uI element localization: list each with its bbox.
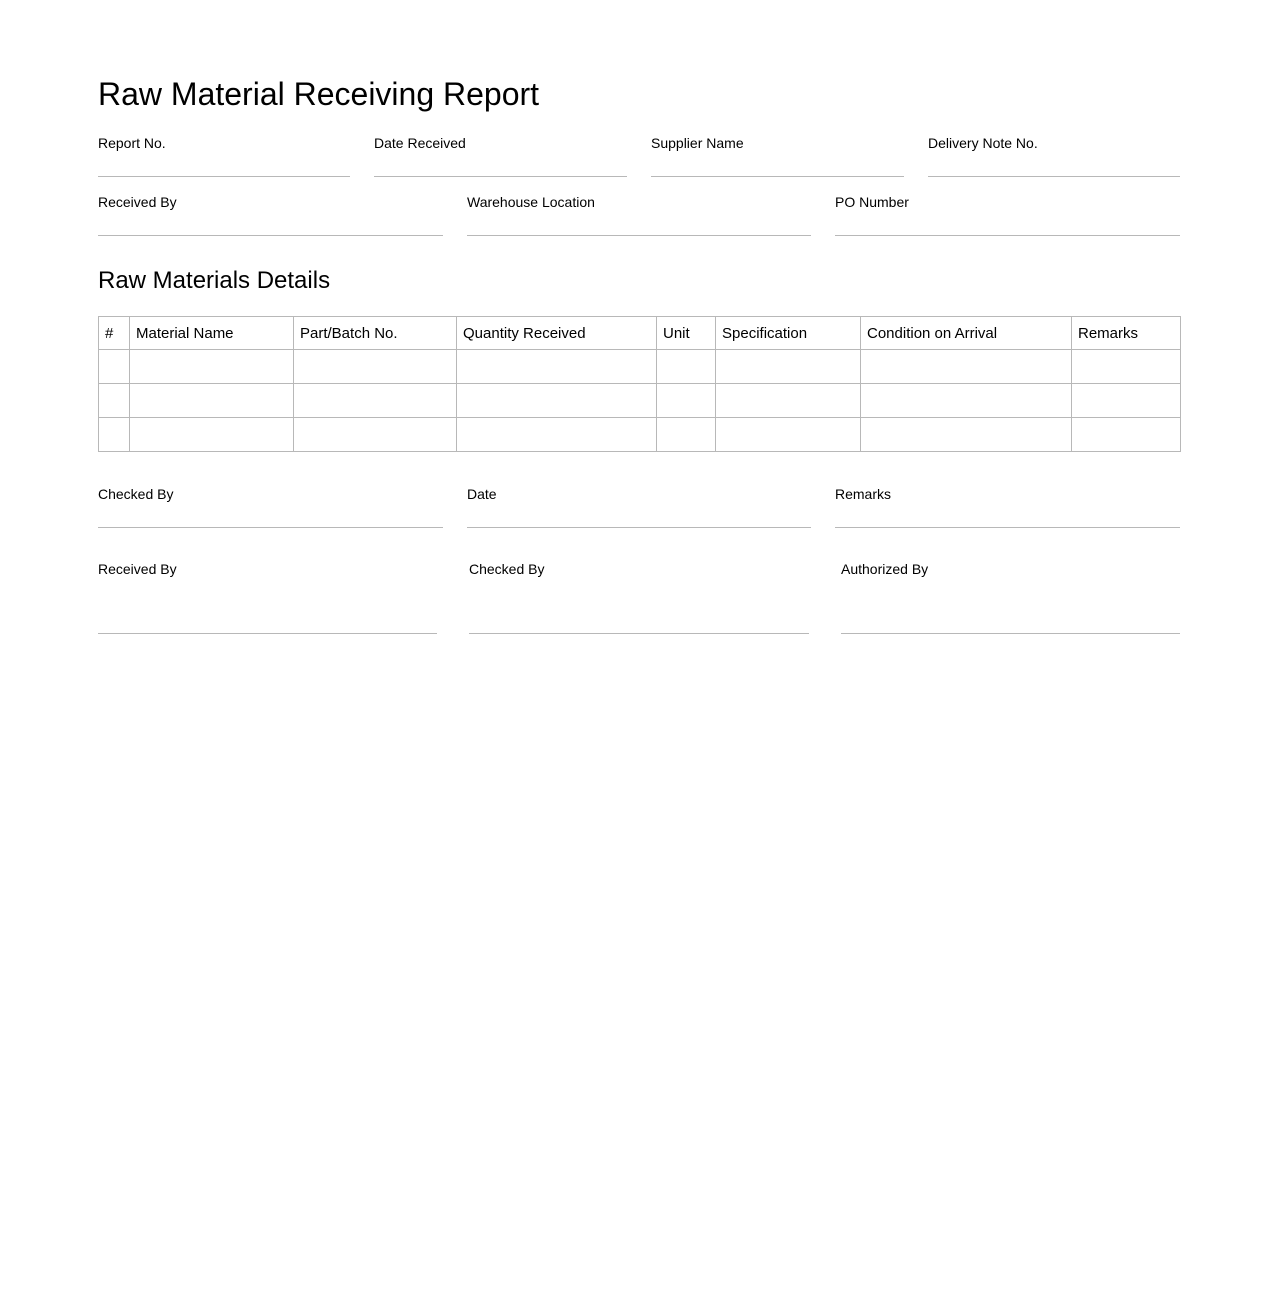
po-number-field[interactable]: [835, 194, 1180, 210]
po-number-label: PO Number: [835, 194, 909, 210]
table-cell-part-batch-no[interactable]: [294, 350, 457, 384]
table-cell-specification[interactable]: [716, 418, 861, 452]
checked-by-field[interactable]: [98, 486, 443, 502]
table-cell-specification[interactable]: [716, 350, 861, 384]
signature-received-by-line[interactable]: [98, 633, 437, 634]
table-cell-number[interactable]: [99, 384, 130, 418]
received-by-input-line[interactable]: [98, 235, 443, 236]
date-received-input-line[interactable]: [374, 176, 627, 177]
table-cell-material-name[interactable]: [130, 350, 294, 384]
remarks-field[interactable]: [835, 486, 1180, 502]
checked-by-input-line[interactable]: [98, 527, 443, 528]
table-row: [99, 350, 1181, 384]
column-header-part-batch-no: Part/Batch No.: [294, 317, 457, 350]
table-cell-specification[interactable]: [716, 384, 861, 418]
table-header-row: [99, 317, 1181, 350]
column-header-material-name: Material Name: [130, 317, 294, 350]
table-cell-remarks[interactable]: [1072, 418, 1181, 452]
supplier-name-label: Supplier Name: [651, 135, 744, 151]
signature-checked-by-label: Checked By: [469, 561, 545, 577]
warehouse-location-input-line[interactable]: [467, 235, 811, 236]
materials-table: [98, 316, 1181, 452]
table-cell-quantity-received[interactable]: [457, 350, 657, 384]
delivery-note-no-input-line[interactable]: [928, 176, 1180, 177]
date-field[interactable]: [467, 486, 811, 502]
page-title: Raw Material Receiving Report: [98, 76, 540, 112]
warehouse-location-field[interactable]: [467, 194, 811, 210]
footer-fields-row: [98, 486, 1180, 528]
report-no-input-line[interactable]: [98, 176, 350, 177]
signature-authorized-by-line[interactable]: [841, 633, 1180, 634]
table-cell-material-name[interactable]: [130, 384, 294, 418]
table-cell-remarks[interactable]: [1072, 384, 1181, 418]
column-header-specification: Specification: [716, 317, 861, 350]
po-number-input-line[interactable]: [835, 235, 1180, 236]
checked-by-label: Checked By: [98, 486, 174, 502]
table-cell-number[interactable]: [99, 350, 130, 384]
table-row: [99, 384, 1181, 418]
delivery-note-no-label: Delivery Note No.: [928, 135, 1038, 151]
table-cell-quantity-received[interactable]: [457, 418, 657, 452]
signature-checked-by[interactable]: [469, 561, 809, 577]
date-label: Date: [467, 486, 497, 502]
signature-authorized-by[interactable]: [841, 561, 1180, 577]
signature-authorized-by-label: Authorized By: [841, 561, 929, 577]
header-fields-row-2: [98, 194, 1180, 236]
column-header-number: #: [99, 317, 130, 350]
report-no-field[interactable]: [98, 135, 350, 151]
signature-received-by[interactable]: [98, 561, 437, 577]
table-cell-condition-on-arrival[interactable]: [861, 418, 1072, 452]
column-header-quantity-received: Quantity Received: [457, 317, 657, 350]
header-fields-row-1: [98, 135, 1180, 177]
table-cell-number[interactable]: [99, 418, 130, 452]
report-no-label: Report No.: [98, 135, 166, 151]
table-cell-part-batch-no[interactable]: [294, 384, 457, 418]
received-by-label: Received By: [98, 194, 177, 210]
delivery-note-no-field[interactable]: [928, 135, 1180, 151]
remarks-label: Remarks: [835, 486, 892, 502]
date-received-label: Date Received: [374, 135, 466, 151]
section-title: Raw Materials Details: [98, 267, 331, 294]
supplier-name-input-line[interactable]: [651, 176, 904, 177]
remarks-input-line[interactable]: [835, 527, 1180, 528]
table-cell-unit[interactable]: [657, 384, 716, 418]
column-header-condition-on-arrival: Condition on Arrival: [861, 317, 1072, 350]
supplier-name-field[interactable]: [651, 135, 904, 151]
date-input-line[interactable]: [467, 527, 811, 528]
warehouse-location-label: Warehouse Location: [467, 194, 595, 210]
column-header-remarks: Remarks: [1072, 317, 1181, 350]
signature-received-by-label: Received By: [98, 561, 177, 577]
table-row: [99, 418, 1181, 452]
table-cell-unit[interactable]: [657, 350, 716, 384]
table-cell-material-name[interactable]: [130, 418, 294, 452]
table-cell-quantity-received[interactable]: [457, 384, 657, 418]
table-cell-unit[interactable]: [657, 418, 716, 452]
signature-row: [98, 561, 1180, 635]
received-by-field[interactable]: [98, 194, 443, 210]
table-cell-condition-on-arrival[interactable]: [861, 350, 1072, 384]
column-header-unit: Unit: [657, 317, 716, 350]
signature-checked-by-line[interactable]: [469, 633, 809, 634]
table-cell-remarks[interactable]: [1072, 350, 1181, 384]
date-received-field[interactable]: [374, 135, 627, 151]
table-cell-condition-on-arrival[interactable]: [861, 384, 1072, 418]
table-cell-part-batch-no[interactable]: [294, 418, 457, 452]
